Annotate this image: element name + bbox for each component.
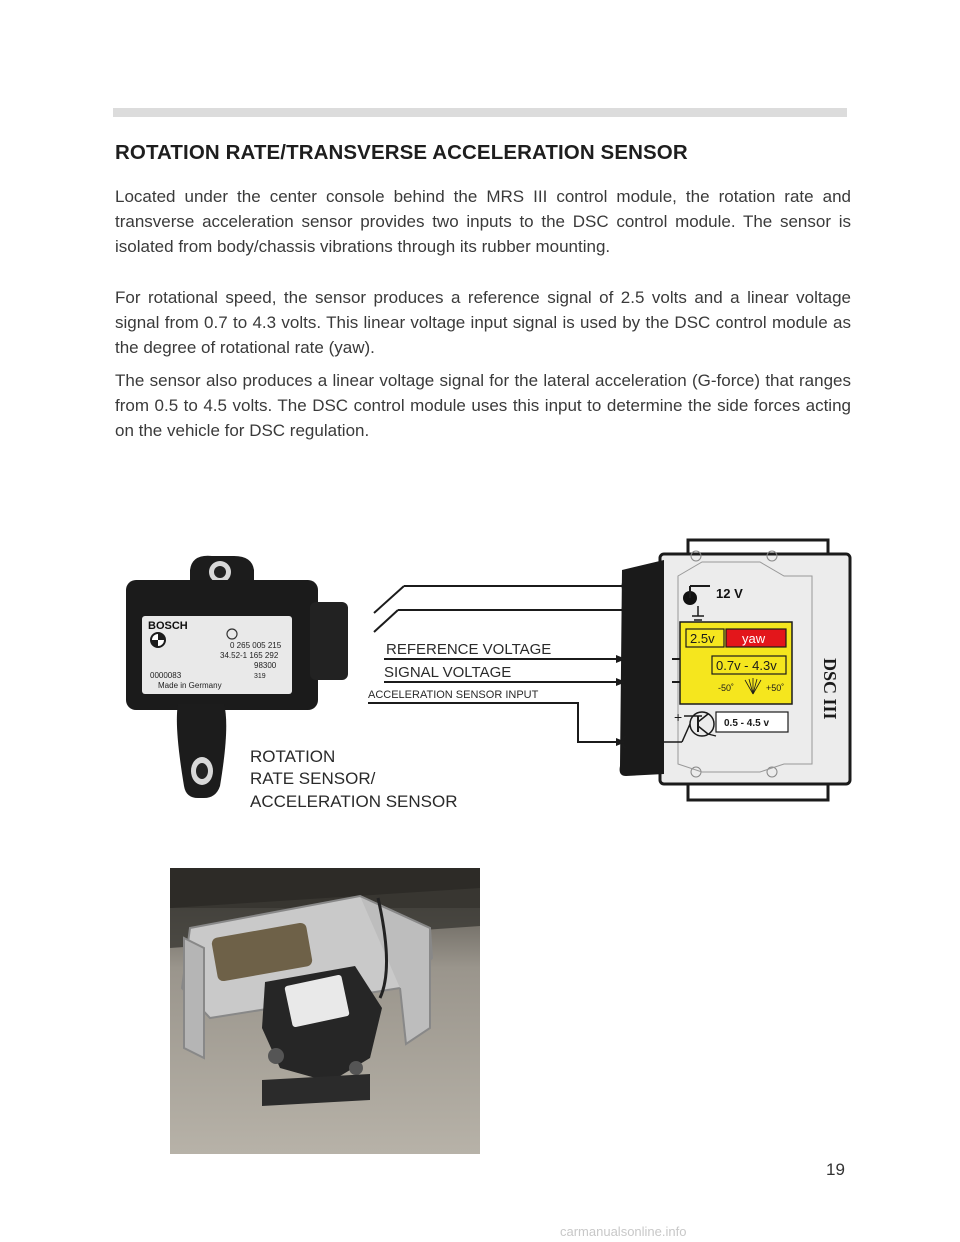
reference-value: 2.5v — [690, 631, 715, 646]
signal-voltage-label: SIGNAL VOLTAGE — [384, 664, 512, 681]
header-rule — [113, 108, 847, 117]
yaw-range: 0.7v - 4.3v — [716, 658, 777, 673]
plus-sign: + — [674, 709, 683, 725]
paragraph-lateral-acceleration: The sensor also produces a linear voltage signal for the lateral acceleration (G-force) that ranges from 0.5 to 4.5 volts. The DSC control module uses this input to determine the side forces acting on the vehicle for DSC regulation. — [115, 371, 851, 440]
sensor-brand: BOSCH — [148, 620, 188, 632]
sensor-code: 319 — [254, 673, 266, 680]
acceleration-input-label: ACCELERATION SENSOR INPUT — [368, 689, 539, 701]
yaw-min-angle: -50˚ — [718, 683, 735, 693]
sensor-part-number: 98300 — [254, 661, 277, 670]
acceleration-range: 0.5 - 4.5 v — [724, 718, 770, 729]
module-name: DSC III — [820, 658, 840, 720]
reference-voltage-label: REFERENCE VOLTAGE — [386, 641, 552, 658]
sensor-part-number: 34.52-1 165 292 — [220, 651, 279, 660]
sensor-serial: 0000083 — [150, 671, 182, 680]
sensor-part-number: 0 265 005 215 — [230, 641, 282, 650]
page-number: 19 — [826, 1160, 845, 1179]
sensor-wiring-diagram — [112, 536, 858, 816]
sensor-caption: RATE SENSOR/ — [250, 769, 376, 788]
dsc-module — [616, 540, 850, 800]
sensor-caption: ROTATION — [250, 747, 336, 766]
yaw-max-angle: +50˚ — [766, 683, 785, 693]
installed-sensor-photo — [170, 868, 480, 1154]
yaw-label: yaw — [742, 631, 766, 646]
sensor-caption: ACCELERATION SENSOR — [250, 792, 458, 811]
paragraph-rotational-speed: For rotational speed, the sensor produces a reference signal of 2.5 volts and a linear voltage signal from 0.7 to 4.3 volts. This linear voltage input signal is used by the DSC control module as the degree of rotational rate (yaw). — [115, 288, 851, 357]
paragraph-location: Located under the center console behind the MRS III control module, the rotation rate and transverse acceleration sensor provides two inputs to the DSC control module. The sensor is isolated from body/chassis vibrations through its rubber mounting. — [115, 187, 851, 256]
supply-voltage: 12 V — [716, 586, 743, 601]
section-heading: ROTATION RATE/TRANSVERSE ACCELERATION SENSOR — [115, 141, 688, 164]
sensor-origin: Made in Germany — [158, 681, 222, 690]
watermark: carmanualsonline.info — [560, 1224, 687, 1239]
